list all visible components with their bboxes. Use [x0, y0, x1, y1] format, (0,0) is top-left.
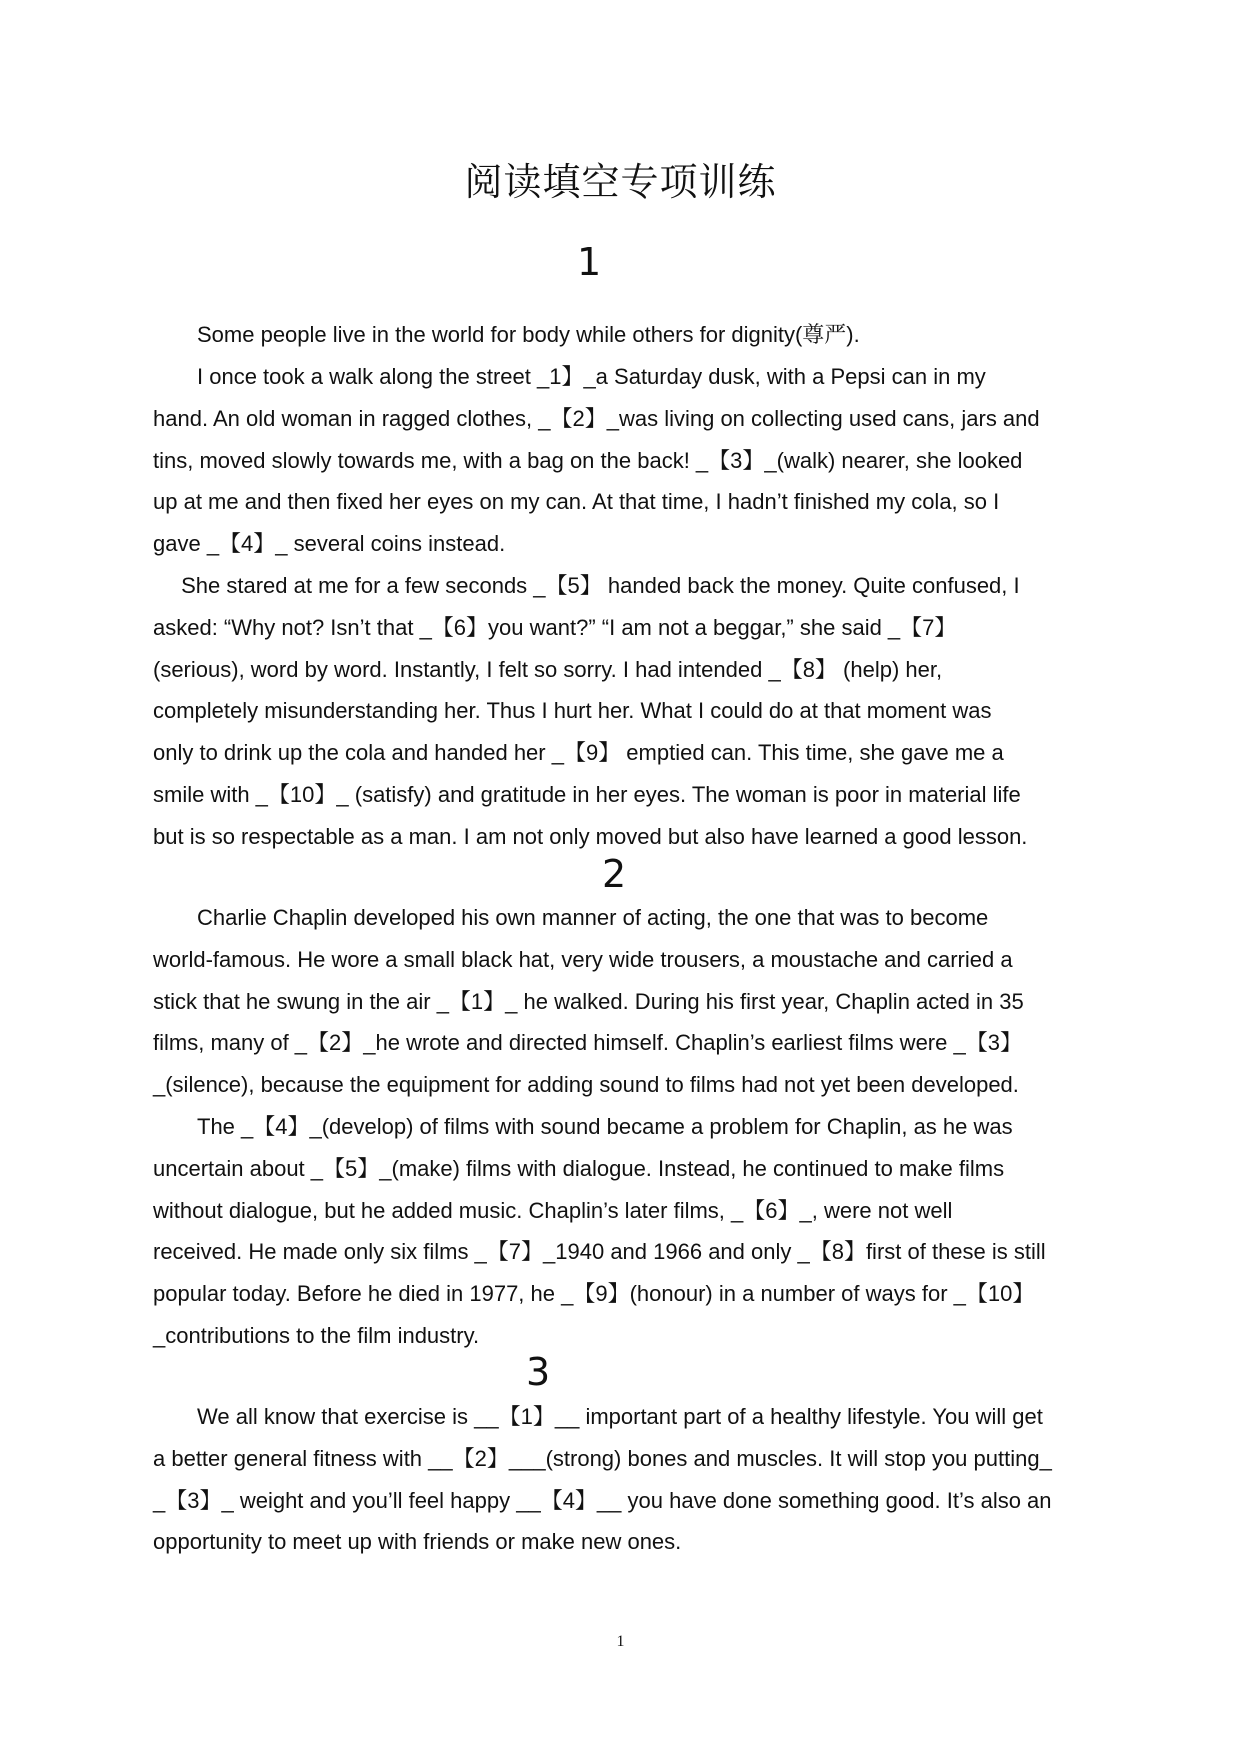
text-line: She stared at me for a few seconds _【5】 handed back the money. Quite confused, I [153, 573, 1020, 598]
text-line: (serious), word by word. Instantly, I felt so sorry. I had intended _【8】 (help) her, [153, 656, 943, 682]
paragraph-2-1 [153, 897, 1103, 1106]
text-line: Some people live in the world for body while others for dignity(尊严). [153, 322, 860, 347]
text-line: a better general fitness with __【2】___(strong) bones and muscles. It will stop you putting_ [153, 1445, 1052, 1471]
paragraph-1-3 [153, 565, 1103, 858]
text-line: only to drink up the cola and handed her _【9】 emptied can. This time, she gave me a [153, 740, 1004, 766]
section-number-3: 3 [526, 1350, 551, 1394]
paragraph-2-2 [153, 1106, 1103, 1357]
text-line: opportunity to meet up with friends or make new ones. [153, 1529, 682, 1555]
text-line: _(silence), because the equipment for adding sound to films had not yet been developed. [153, 1072, 1019, 1098]
page-title: 阅读填空专项训练 [464, 160, 777, 204]
text-line: We all know that exercise is __【1】__ important part of a healthy lifestyle. You will get [153, 1404, 1043, 1429]
text-line: tins, moved slowly towards me, with a bag on the back! _【3】_(walk) nearer, she looked [153, 447, 1023, 473]
text-line: uncertain about _【5】_(make) films with dialogue. Instead, he continued to make films [153, 1155, 1005, 1181]
text-line: Charlie Chaplin developed his own manner of acting, the one that was to become [153, 905, 989, 930]
text-line: _【3】_ weight and you’ll feel happy __【4】__ you have done something good. It’s also an [153, 1487, 1052, 1513]
text-line: but is so respectable as a man. I am not only moved but also have learned a good lesson. [153, 823, 1028, 849]
text-line: _contributions to the film industry. [153, 1322, 480, 1348]
text-line: I once took a walk along the street _1】_a Saturday dusk, with a Pepsi can in my [153, 364, 986, 389]
text-line: popular today. Before he died in 1977, he _【9】(honour) in a number of ways for _【10】 [153, 1281, 1035, 1307]
page-number: 1 [616, 1633, 625, 1650]
text-line: world-famous. He wore a small black hat, very wide trousers, a moustache and carried a [153, 946, 1013, 972]
text-line: stick that he swung in the air _【1】_ he walked. During his first year, Chaplin acted in 35 [153, 988, 1024, 1014]
text-line: The _【4】_(develop) of films with sound became a problem for Chaplin, as he was [153, 1114, 1013, 1139]
text-line: hand. An old woman in ragged clothes, _【2】_was living on collecting used cans, jars and [153, 405, 1040, 431]
text-line: without dialogue, but he added music. Chaplin’s later films, _【6】_, were not well [153, 1197, 953, 1223]
text-line: smile with _【10】_ (satisfy) and gratitude in her eyes. The woman is poor in material life [153, 781, 1021, 807]
section-number-2: 2 [602, 852, 627, 896]
paragraph-3-1 [153, 1396, 1103, 1563]
text-line: asked: “Why not? Isn’t that _【6】you want?” “I am not a beggar,” she said _【7】 [153, 614, 957, 640]
text-line: films, many of _【2】_he wrote and directed himself. Chaplin’s earliest films were _【3】 [153, 1030, 1022, 1056]
section-number-1: 1 [577, 240, 602, 284]
text-line: completely misunderstanding her. Thus I hurt her. What I could do at that moment was [153, 698, 992, 724]
text-line: gave _【4】_ several coins instead. [153, 531, 506, 557]
text-line: received. He made only six films _【7】_1940 and 1966 and only _【8】first of these is still [153, 1239, 1046, 1265]
text-line: up at me and then fixed her eyes on my can. At that time, I hadn’t finished my cola, so I [153, 489, 1000, 515]
paragraph-1-2 [153, 356, 1103, 565]
paragraph-1-1 [153, 314, 1103, 356]
